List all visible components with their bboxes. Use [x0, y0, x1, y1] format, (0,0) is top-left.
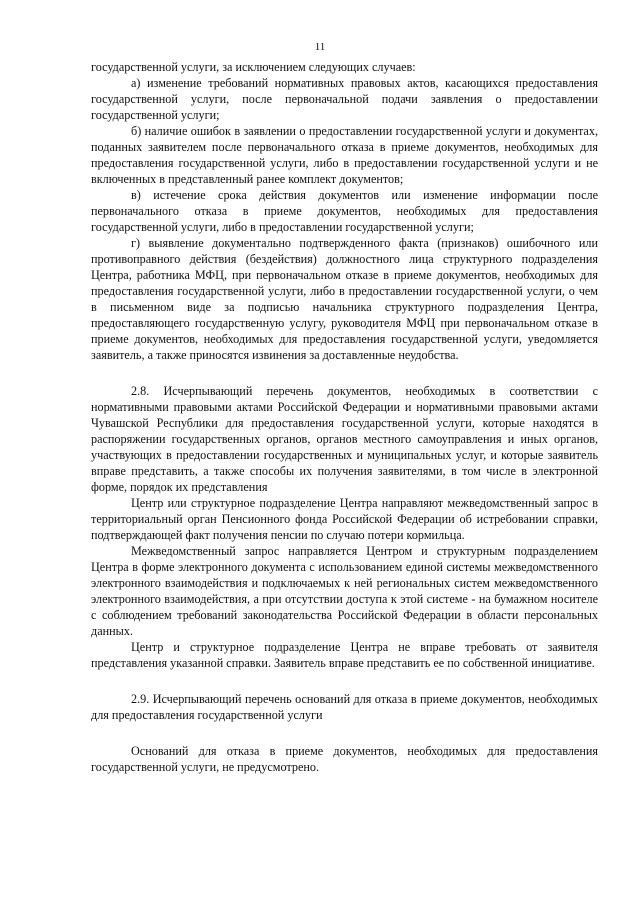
section-2-9-heading: 2.9. Исчерпывающий перечень оснований для отказа в приеме документов, необходимых для предоставления государственной услуги: [91, 692, 598, 722]
section-2-8-heading: 2.8. Исчерпывающий перечень документов, необходимых в соответствии с нормативными правовыми актами Российской Федерации и нормативными правовыми актами Чувашской Республики для предоставления государственной услуги, которые находятся в распоряжении государственных органов, органов местного самоуправления и иных органов, участвующих в предоставлении государственных и муниципальных услуг, и которые заявитель вправе представить, а также способы их получения заявителями, в том числе в электронной форме, порядок их представления: [91, 384, 598, 494]
paragraph-item-g: г) выявление документально подтвержденного факта (признаков) ошибочного или противоправного действия (бездействия) должностного лица структурного подразделения Центра, работника МФЦ, при первоначальном отказе в приеме документов, необходимых для предоставления государственной услуги, либо в предоставлении государственной услуги, о чем в письменном виде за подписью начальника структурного подразделения Центра, предоставляющего государственную услугу, руководителя МФЦ при первоначальном отказе в приеме документов, необходимых для предоставления государственной услуги, уведомляется заявитель, а также приносятся извинения за доставленные неудобства.: [91, 236, 598, 362]
paragraph-item-a: а) изменение требований нормативных правовых актов, касающихся предоставления государственной услуги, после первоначальной подачи заявления о предоставлении государственной услуги;: [91, 76, 598, 122]
paragraph-electronic-request: Межведомственный запрос направляется Центром и структурным подразделением Центра в форме электронного документа с использованием единой системы межведомственного электронного взаимодействия и подключаемых к ней региональных систем межведомственного электронного взаимодействия, а при отсутствии доступа к этой системе - на бумажном носителе с соблюдением требований законодательства Российской Федерации в области персональных данных.: [91, 544, 598, 638]
paragraph-no-grounds: Оснований для отказа в приеме документов, необходимых для предоставления государственной услуги, не предусмотрено.: [91, 744, 598, 774]
paragraph-interagency-request: Центр или структурное подразделение Центра направляют межведомственный запрос в территориальный орган Пенсионного фонда Российской Федерации об истребовании справки, подтверждающей факт получения пенсии по случаю потери кормильца.: [91, 496, 598, 542]
document-body: [91, 59, 598, 775]
paragraph-continuation: государственной услуги, за исключением следующих случаев:: [91, 60, 416, 74]
paragraph-applicant-right: Центр и структурное подразделение Центра не вправе требовать от заявителя представления указанной справки. Заявитель вправе представить ее по собственной инициативе.: [91, 640, 598, 670]
page-number: 11: [314, 41, 326, 53]
paragraph-item-v: в) истечение срока действия документов или изменение информации после первоначального отказа в приеме документов, необходимых для предоставления государственной услуги, либо в предоставлении государственной услуги;: [91, 188, 598, 234]
paragraph-item-b: б) наличие ошибок в заявлении о предоставлении государственной услуги и документах, поданных заявителем после первоначального отказа в приеме документов, необходимых для предоставления государственной услуги, либо в предоставлении государственной услуги и не включенных в представленный ранее комплект документов;: [91, 124, 598, 186]
